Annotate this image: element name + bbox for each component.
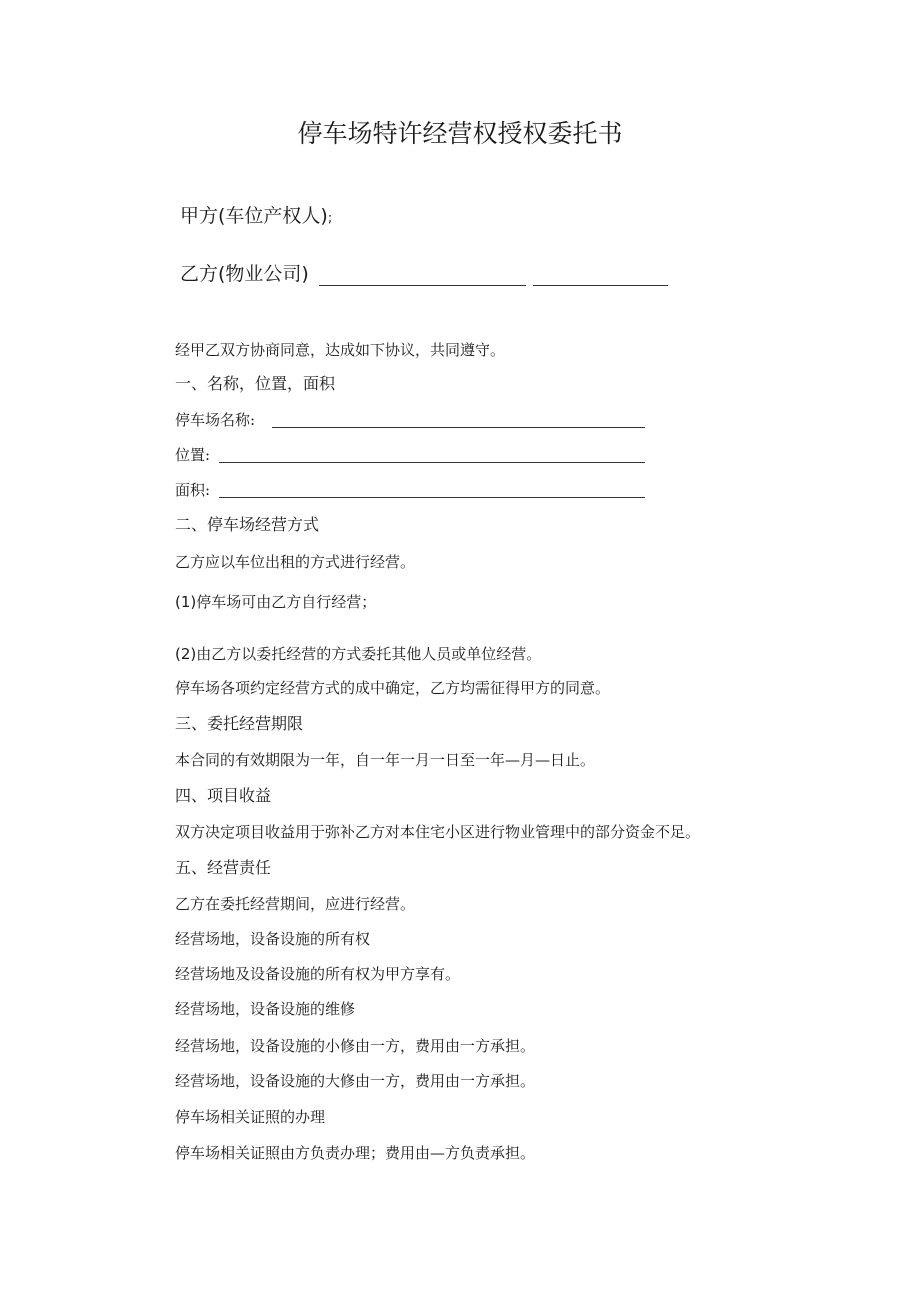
item-1-number: (1) bbox=[175, 593, 197, 611]
section-5-paragraph-2: 经营场地，设备设施的所有权 bbox=[175, 930, 371, 948]
document-title: 停车场特许经营权授权委托书 bbox=[297, 119, 623, 148]
location-label: 位置: bbox=[175, 446, 211, 464]
area-label: 面积: bbox=[175, 481, 211, 499]
party-b-line bbox=[180, 260, 309, 288]
section-2-paragraph-1: 乙方应以车位出租的方式进行经营。 bbox=[175, 553, 416, 571]
party-a-line bbox=[180, 202, 332, 233]
parking-name-label: 停车场名称: bbox=[175, 411, 256, 429]
section-5-paragraph-8: 停车场相关证照由方负责办理；费用由—方负责承担。 bbox=[175, 1144, 536, 1162]
section-3-heading: 三、委托经营期限 bbox=[175, 714, 304, 733]
section-5-paragraph-3: 经营场地及设备设施的所有权为甲方享有。 bbox=[175, 965, 461, 983]
section-2-heading: 二、停车场经营方式 bbox=[175, 515, 320, 534]
section-5-paragraph-7: 停车场相关证照的办理 bbox=[175, 1108, 326, 1126]
section-4-heading: 四、项目收益 bbox=[175, 786, 272, 805]
area-blank bbox=[219, 497, 645, 498]
item-2-text: 由乙方以委托经营的方式委托其他人员或单位经营。 bbox=[196, 645, 542, 663]
party-a-suffix: ; bbox=[327, 211, 333, 226]
section-2-item-1 bbox=[175, 591, 376, 613]
section-2-item-2 bbox=[175, 643, 541, 665]
party-a-label: 甲方(车位产权人) bbox=[180, 205, 328, 227]
section-5-heading: 五、经营责任 bbox=[175, 858, 272, 877]
parking-name-blank bbox=[272, 427, 645, 428]
party-b-blank-1 bbox=[319, 285, 526, 286]
party-b-blank-2 bbox=[533, 285, 668, 286]
item-2-number: (2) bbox=[175, 645, 197, 663]
section-5-paragraph-5: 经营场地，设备设施的小修由一方，费用由一方承担。 bbox=[175, 1037, 536, 1055]
location-blank bbox=[219, 462, 645, 463]
section-5-paragraph-6: 经营场地，设备设施的大修由一方，费用由一方承担。 bbox=[175, 1072, 536, 1090]
section-5-paragraph-1: 乙方在委托经营期间，应进行经营。 bbox=[175, 895, 416, 913]
section-1-heading: 一、名称，位置，面积 bbox=[175, 374, 336, 393]
intro-paragraph: 经甲乙双方协商同意，达成如下协议，共同遵守。 bbox=[175, 341, 506, 359]
section-2-paragraph-2: 停车场各项约定经营方式的成中确定，乙方均需征得甲方的同意。 bbox=[175, 679, 611, 697]
section-4-paragraph-1: 双方决定项目收益用于弥补乙方对本住宅小区进行物业管理中的部分资金不足。 bbox=[175, 823, 701, 841]
section-3-paragraph-1: 本合同的有效期限为一年，自一年一月一日至一年—月—日止。 bbox=[175, 751, 596, 769]
item-1-text: 停车场可由乙方自行经营； bbox=[196, 593, 377, 611]
section-5-paragraph-4: 经营场地，设备设施的维修 bbox=[175, 1000, 356, 1018]
party-b-label: 乙方(物业公司) bbox=[180, 263, 309, 285]
